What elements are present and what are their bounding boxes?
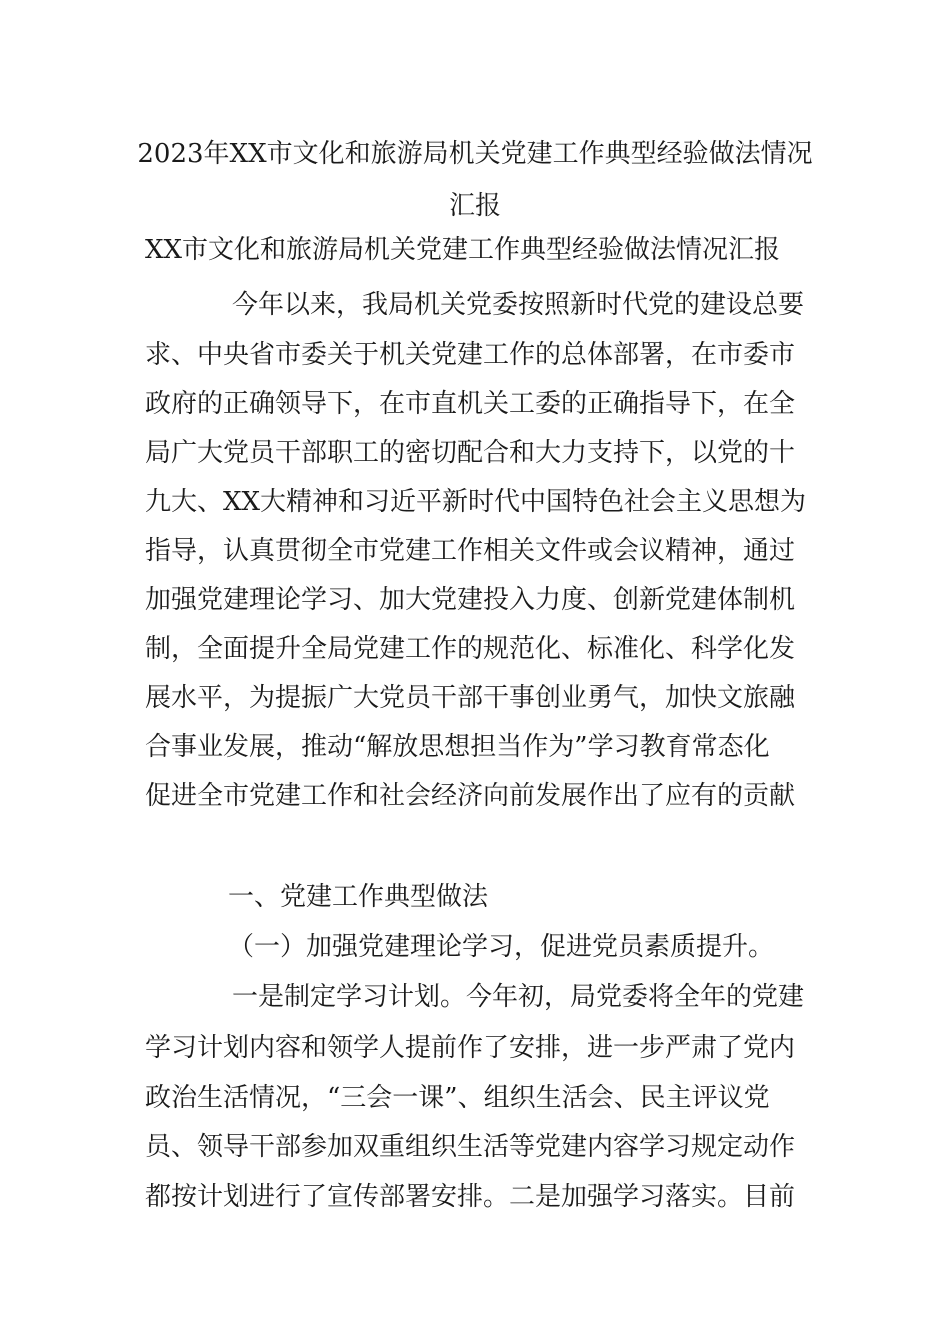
intro-line: 求、中央省市委关于机关党建工作的总体部署，在市委市 xyxy=(145,340,796,370)
subsection-heading: （一）加强党建理论学习，促进党员素质提升。 xyxy=(228,932,775,962)
intro-line: 局广大党员干部职工的密切配合和大力支持下，以党的十 xyxy=(145,438,796,468)
body-line: 政治生活情况，“三会一课”、组织生活会、民主评议党 xyxy=(145,1083,770,1113)
document-title: 2023年XX市文化和旅游局机关党建工作典型经验做法情况汇报 xyxy=(137,139,813,221)
intro-line: 合事业发展，推动“解放思想担当作为”学习教育常态化 xyxy=(145,732,770,762)
intro-line: 指导，认真贯彻全市党建工作相关文件或会议精神，通过 xyxy=(145,536,796,566)
intro-line: 九大、XX大精神和习近平新时代中国特色社会主义思想为 xyxy=(145,487,807,517)
intro-line: 政府的正确领导下，在市直机关工委的正确指导下，在全 xyxy=(145,389,796,419)
document-subtitle: XX市文化和旅游局机关党建工作典型经验做法情况汇报 xyxy=(145,235,781,265)
intro-line: 制，全面提升全局党建工作的规范化、标准化、科学化发 xyxy=(145,634,796,664)
body-line: 都按计划进行了宣传部署安排。二是加强学习落实。目前 xyxy=(145,1182,796,1212)
body-line: 一是制定学习计划。今年初，局党委将全年的党建 xyxy=(232,982,805,1012)
section-heading: 一、党建工作典型做法 xyxy=(228,882,489,912)
body-line: 员、领导干部参加双重组织生活等党建内容学习规定动作 xyxy=(145,1132,796,1162)
body-line: 学习计划内容和领学人提前作了安排，进一步严肃了党内 xyxy=(145,1033,796,1063)
intro-line: 展水平，为提振广大党员干部干事创业勇气，加快文旅融 xyxy=(145,683,796,713)
intro-line: 促进全市党建工作和社会经济向前发展作出了应有的贡献 xyxy=(145,781,796,811)
intro-line: 今年以来，我局机关党委按照新时代党的建设总要 xyxy=(232,290,805,320)
intro-line: 加强党建理论学习、加大党建投入力度、创新党建体制机 xyxy=(145,585,796,615)
